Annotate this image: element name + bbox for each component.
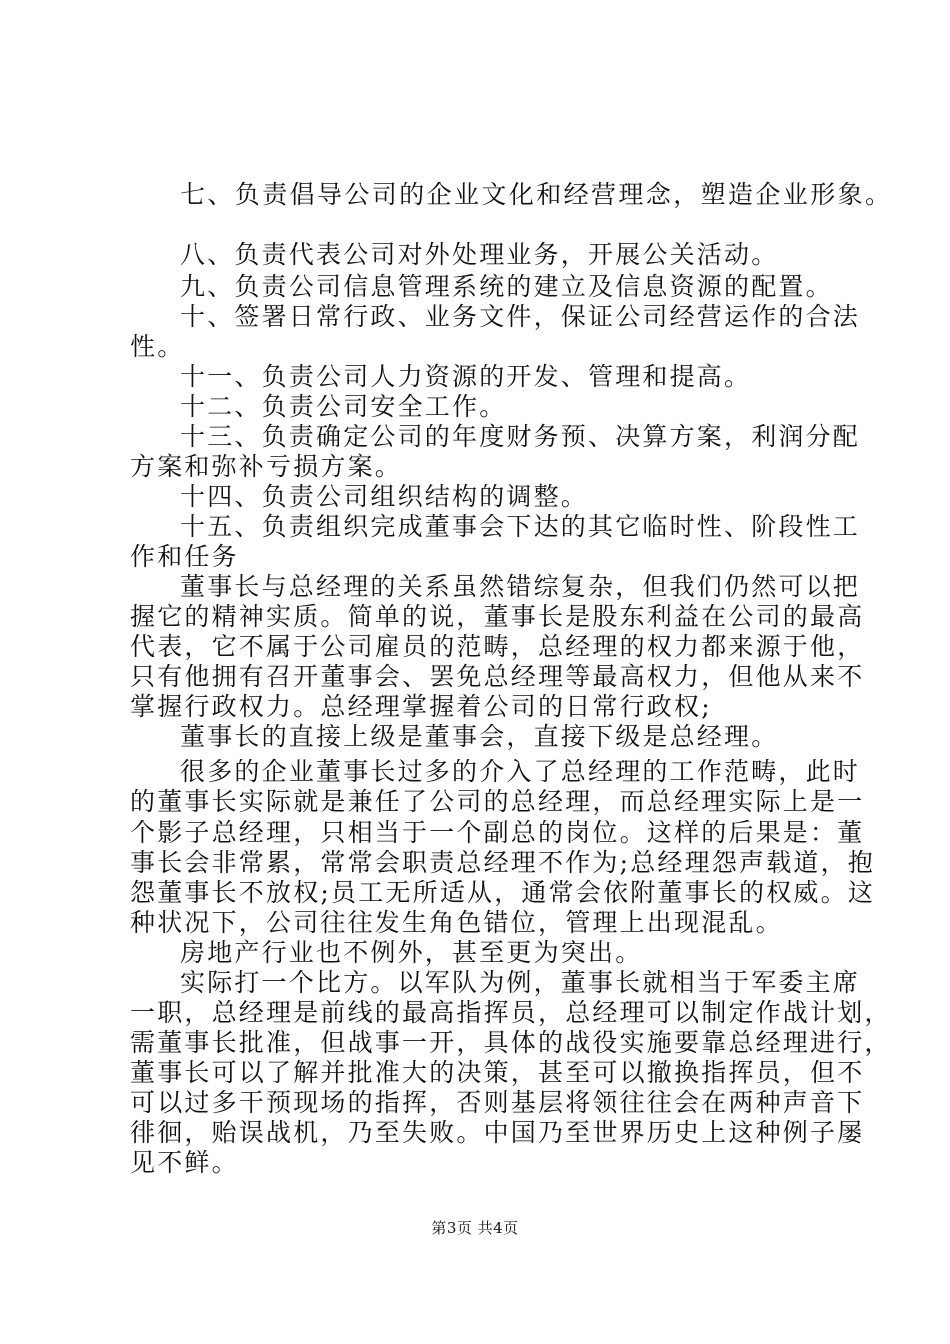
paragraph-line: 十一、负责公司人力资源的开发、管理和提高。 bbox=[180, 362, 752, 391]
page-number-footer: 第3页 共4页 bbox=[431, 1219, 519, 1237]
paragraph-line: 董事长可以了解并批准大的决策，甚至可以撤换指挥员，但不 bbox=[130, 1058, 865, 1087]
paragraph-line: 怨董事长不放权;员工无所适从，通常会依附董事长的权威。这 bbox=[130, 878, 876, 907]
paragraph-line: 十三、负责确定公司的年度财务预、决算方案，利润分配 bbox=[180, 422, 861, 451]
paragraph-line: 事长会非常累，常常会职责总经理不作为;总经理怨声载道，抱 bbox=[130, 848, 876, 877]
paragraph-line: 代表，它不属于公司雇员的范畴，总经理的权力都来源于他， bbox=[130, 632, 865, 661]
paragraph-line: 十四、负责公司组织结构的调整。 bbox=[180, 482, 589, 511]
paragraph-line: 董事长的直接上级是董事会，直接下级是总经理。 bbox=[180, 722, 779, 751]
paragraph-line: 种状况下，公司往往发生角色错位，管理上出现混乱。 bbox=[130, 908, 783, 937]
paragraph-line: 徘徊，贻误战机，乃至失败。中国乃至世界历史上这种例子屡 bbox=[130, 1118, 865, 1147]
paragraph-line: 九、负责公司信息管理系统的建立及信息资源的配置。 bbox=[180, 272, 833, 301]
paragraph-line: 作和任务 bbox=[130, 542, 239, 571]
paragraph-line: 方案和弥补亏损方案。 bbox=[130, 452, 403, 481]
paragraph-line: 性。 bbox=[130, 332, 185, 361]
paragraph-line: 七、负责倡导公司的企业文化和经营理念，塑造企业形象。 bbox=[180, 180, 893, 209]
paragraph-line: 只有他拥有召开董事会、罢免总经理等最高权力，但他从来不 bbox=[130, 662, 865, 691]
paragraph-line: 握它的精神实质。简单的说，董事长是股东利益在公司的最高 bbox=[130, 602, 865, 631]
paragraph-line: 见不鲜。 bbox=[130, 1148, 239, 1177]
paragraph-line: 十、签署日常行政、业务文件，保证公司经营运作的合法 bbox=[180, 302, 861, 331]
paragraph-line: 掌握行政权力。总经理掌握着公司的日常行政权; bbox=[130, 692, 712, 721]
paragraph-line: 的董事长实际就是兼任了公司的总经理，而总经理实际上是一 bbox=[130, 787, 865, 816]
paragraph-line: 十二、负责公司安全工作。 bbox=[180, 392, 507, 421]
paragraph-line: 八、负责代表公司对外处理业务，开展公关活动。 bbox=[180, 240, 779, 269]
paragraph-line: 房地产行业也不例外，甚至更为突出。 bbox=[180, 938, 643, 967]
paragraph-line: 董事长与总经理的关系虽然错综复杂，但我们仍然可以把 bbox=[180, 572, 861, 601]
paragraph-line: 可以过多干预现场的指挥，否则基层将领往往会在两种声音下 bbox=[130, 1088, 865, 1117]
paragraph-line: 实际打一个比方。以军队为例，董事长就相当于军委主席 bbox=[180, 968, 861, 997]
paragraph-line: 一职，总经理是前线的最高指挥员，总经理可以制定作战计划， bbox=[130, 998, 892, 1027]
paragraph-line: 个影子总经理，只相当于一个副总的岗位。这样的后果是：董 bbox=[130, 818, 865, 847]
paragraph-line: 很多的企业董事长过多的介入了总经理的工作范畴，此时 bbox=[180, 757, 861, 786]
paragraph-line: 需董事长批准，但战事一开，具体的战役实施要靠总经理进行， bbox=[130, 1028, 892, 1057]
paragraph-line: 十五、负责组织完成董事会下达的其它临时性、阶段性工 bbox=[180, 512, 861, 541]
